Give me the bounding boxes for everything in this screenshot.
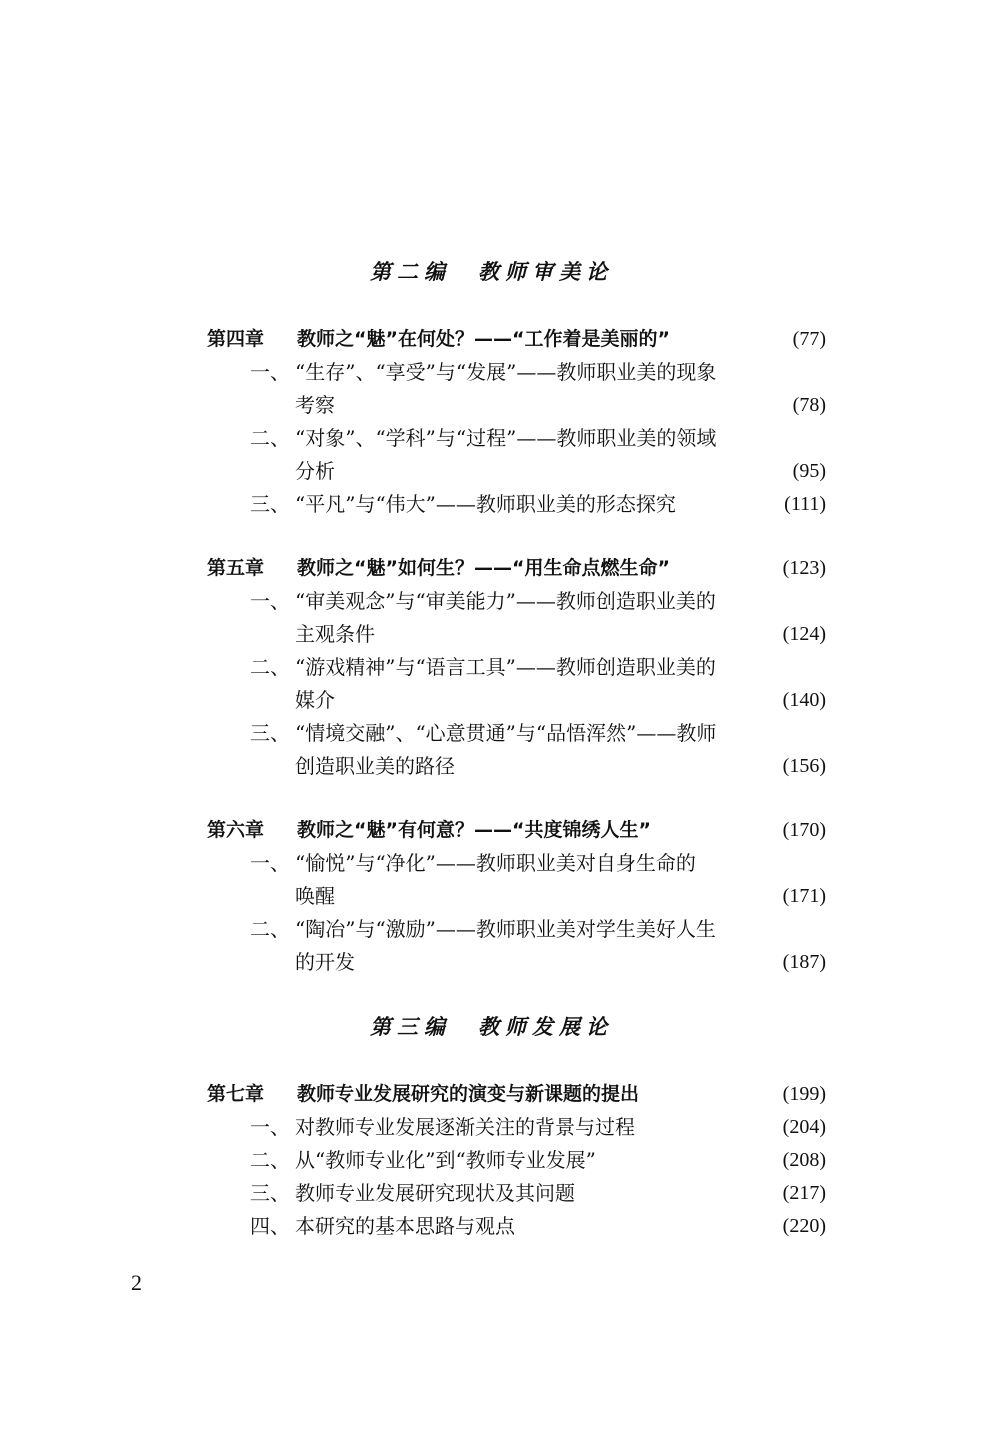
chapter-entry: [207, 817, 826, 843]
chapter-title: 教师之“魅”如何生？——“用生命点燃生命”: [297, 557, 670, 579]
chapter-title: 教师之“魅”有何意？——“共度锦绣人生”: [297, 819, 651, 841]
section-entry-line: [295, 753, 826, 779]
dot-leader: [341, 458, 791, 484]
section-number: 二、: [250, 426, 290, 450]
dot-leader: [676, 326, 791, 352]
dot-leader: [581, 1180, 781, 1206]
section-title: “生存”、“享受”与“发展”——教师职业美的现象: [295, 360, 717, 384]
section-number: 四、: [250, 1214, 290, 1238]
section-entry-line: [295, 687, 826, 713]
section-page: (156): [782, 755, 826, 777]
section-page: (140): [782, 689, 826, 711]
chapter-page: (199): [782, 1083, 826, 1105]
chapter-title: 教师之“魅”在何处？——“工作着是美丽的”: [297, 328, 670, 350]
chapter-label: 第四章: [207, 328, 265, 350]
section-entry-line: [295, 392, 826, 418]
section-page: (124): [782, 623, 826, 645]
section-entry-line: [250, 850, 826, 876]
section-number: 二、: [250, 1148, 290, 1172]
dot-leader: [341, 687, 781, 713]
chapter-entry: [207, 1081, 826, 1107]
section-title: 主观条件: [295, 622, 375, 646]
section-heading: 第三编 教师发展论: [370, 1014, 613, 1039]
section-title: “陶冶”与“激励”——教师职业美对学生美好人生: [295, 917, 716, 941]
section-entry-line: [250, 588, 826, 614]
section-number: 一、: [250, 851, 290, 875]
section-page: (171): [782, 885, 826, 907]
section-title: 对教师专业发展逐渐关注的背景与过程: [295, 1115, 635, 1139]
section-title: 唤醒: [295, 884, 335, 908]
section-title: “游戏精神”与“语言工具”——教师创造职业美的: [295, 655, 716, 679]
chapter-label: 第五章: [207, 557, 265, 579]
dot-leader: [641, 1114, 781, 1140]
section-title: “平凡”与“伟大”——教师职业美的形态探究: [295, 492, 676, 516]
section-page: (208): [782, 1149, 826, 1171]
dot-leader: [381, 621, 781, 647]
section-title: “对象”、“学科”与“过程”——教师职业美的领域: [295, 426, 717, 450]
section-entry-line: [250, 1147, 826, 1173]
section-title: 分析: [295, 459, 335, 483]
section-number: 三、: [250, 1181, 290, 1205]
section-title: 的开发: [295, 950, 355, 974]
section-number: 二、: [250, 917, 290, 941]
dot-leader: [341, 392, 791, 418]
section-heading: 第二编 教师审美论: [370, 259, 613, 284]
page-number: 2: [131, 1270, 142, 1295]
section-number: 三、: [250, 492, 290, 516]
dot-leader: [602, 1147, 781, 1173]
dot-leader: [461, 753, 781, 779]
chapter-page: (77): [792, 328, 826, 350]
section-entry-line: [250, 1180, 826, 1206]
section-number: 一、: [250, 360, 290, 384]
dot-leader: [676, 555, 781, 581]
section-entry-line: [250, 654, 826, 680]
section-entry-line: [295, 883, 826, 909]
section-title: 创造职业美的路径: [295, 754, 455, 778]
section-number: 二、: [250, 655, 290, 679]
dot-leader: [521, 1213, 781, 1239]
section-page: (204): [782, 1116, 826, 1138]
section-entry-line: [250, 359, 826, 385]
dot-leader: [341, 883, 781, 909]
chapter-label: 第七章: [207, 1083, 265, 1105]
section-title: 本研究的基本思路与观点: [295, 1214, 515, 1238]
dot-leader: [682, 491, 782, 517]
section-entry-line: [250, 1213, 826, 1239]
section-title: “愉悦”与“净化”——教师职业美对自身生命的: [295, 851, 696, 875]
section-entry-line: [250, 491, 826, 517]
section-title: “情境交融”、“心意贯通”与“品悟浑然”——教师: [295, 721, 717, 745]
section-title: 考察: [295, 393, 335, 417]
dot-leader: [645, 1081, 781, 1107]
section-page: (217): [782, 1182, 826, 1204]
chapter-page: (170): [782, 819, 826, 841]
section-title: 媒介: [295, 688, 335, 712]
section-entry-line: [250, 425, 826, 451]
section-page: (220): [782, 1215, 826, 1237]
section-page: (111): [784, 493, 826, 515]
chapter-page: (123): [782, 557, 826, 579]
chapter-entry: [207, 555, 826, 581]
chapter-entry: [207, 326, 826, 352]
chapter-label: 第六章: [207, 819, 265, 841]
section-entry-line: [250, 1114, 826, 1140]
section-entry-line: [295, 458, 826, 484]
section-number: 一、: [250, 1115, 290, 1139]
section-title: 从“教师专业化”到“教师专业发展”: [295, 1148, 596, 1172]
section-page: (95): [792, 460, 826, 482]
section-number: 三、: [250, 721, 290, 745]
section-number: 一、: [250, 589, 290, 613]
section-page: (187): [782, 951, 826, 973]
dot-leader: [657, 817, 781, 843]
section-page: (78): [792, 394, 826, 416]
section-entry-line: [295, 949, 826, 975]
section-title: 教师专业发展研究现状及其问题: [295, 1181, 575, 1205]
section-title: “审美观念”与“审美能力”——教师创造职业美的: [295, 589, 716, 613]
section-entry-line: [295, 621, 826, 647]
chapter-title: 教师专业发展研究的演变与新课题的提出: [297, 1083, 640, 1105]
dot-leader: [361, 949, 781, 975]
section-entry-line: [250, 916, 826, 942]
section-entry-line: [250, 720, 826, 746]
